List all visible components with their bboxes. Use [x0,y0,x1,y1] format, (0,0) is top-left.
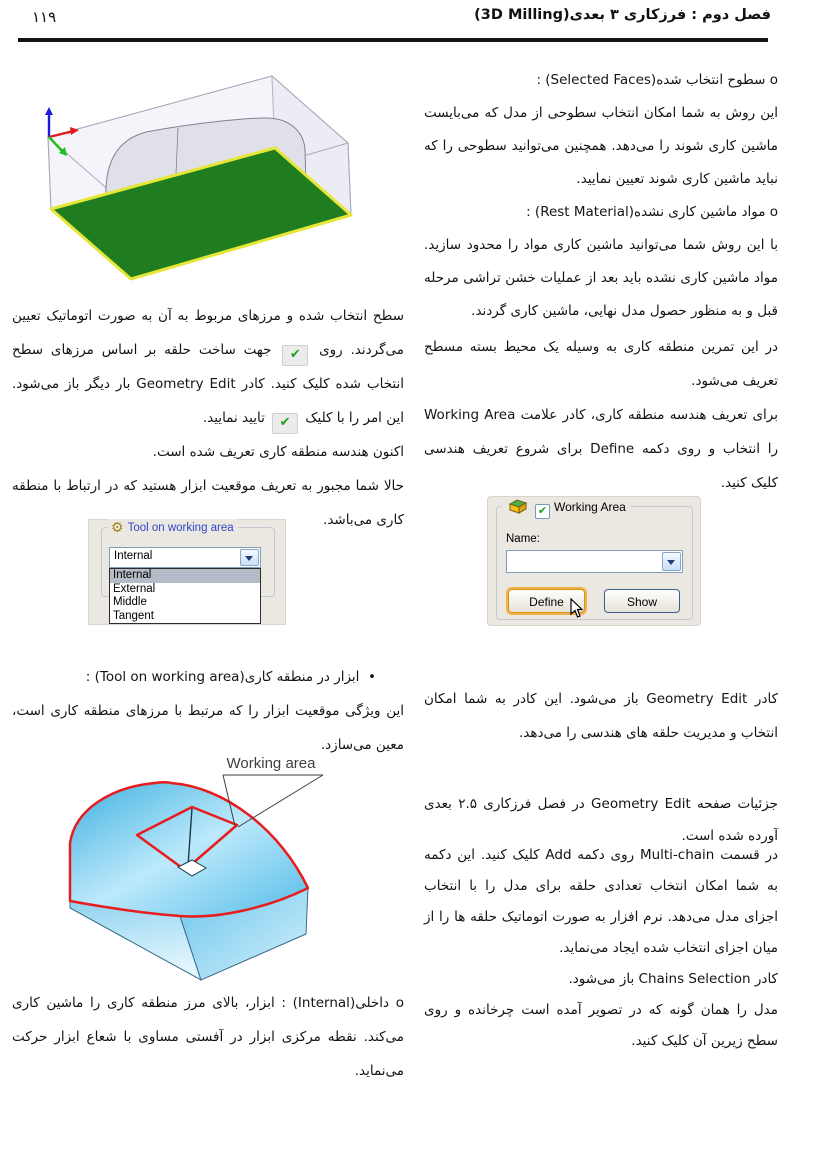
geometry-box-icon [507,498,529,515]
option-middle[interactable]: Middle [113,596,147,608]
paragraph: این ویژگی موقعیت ابزار را که مرتبط با مرزهای منطقه کاری است، معین می‌سازد. [12,703,404,753]
mouse-cursor-icon [570,598,584,618]
section-heading: o مواد ماشین کاری نشده(Rest Material) : [526,204,778,220]
tool-on-working-area-panel [88,519,286,625]
page-number: ۱۱۹ [32,8,57,26]
define-button[interactable]: Define [508,589,585,613]
name-label: Name: [506,533,540,545]
paragraph: با این روش شما می‌توانید ماشین کاری مواد را محدود سازید. مواد ماشین کاری نشده باید بعد از عملیات خشن تراشی مرحله قبل و به منظور حصول مدل نهایی، ماشین کاری گردند. [424,237,778,319]
paragraph: برای تعریف هندسه منطقه کاری، کادر علامت Working Area را انتخاب و روی دکمه Define برای شروع تعریف هندسی کلیک کنید. [424,407,779,491]
working-area-figure-label: Working area [226,755,316,772]
working-area-name-select[interactable] [506,550,683,573]
section-heading: o سطوح انتخاب شده(Selected Faces) : [536,72,778,88]
paragraph: این روش به شما امکان انتخاب سطوحی از مدل که می‌بایست ماشین کاری شوند را می‌دهد. همچنین می‌توانید سطوحی را که نباید ماشین کاری شوند تعیین نمایید. [424,105,778,187]
option-internal[interactable]: Internal [110,569,260,583]
paragraph: در قسمت Multi-chain روی دکمه Add کلیک کنید. این دکمه به شما امکان انتخاب تعدادی حلقه برای مدل را با انتخاب اجزای مدل می‌دهد. نرم افزار به صورت اتوماتیک حلقه ها را از میان اجزای انتخاب شده ایجاد می‌نماید. [424,847,779,956]
show-button[interactable]: Show [604,589,680,613]
working-area-checkbox[interactable]: ✔ [535,504,550,519]
combo-arrow-icon[interactable] [240,549,259,566]
cad-selected-face-figure [18,62,366,300]
cad-model-image [18,62,366,300]
bullet-heading: • ابزار در منطقه کاری(Tool on working area) : [85,669,376,685]
paragraph: سطح انتخاب شده و مرزهای مربوط به آن به صورت اتوماتیک تعیین می‌گردند. روی ✔ جهت ساخت حلقه بر اساس مرزهای سطح انتخاب شده کلیک کنید. کادر Geometry Edit بار دیگر باز می‌شود. این امر را با کلیک ✔ تایید نمایید. [12,299,404,435]
paragraph: جزئیات صفحه Geometry Edit در فصل فرزکاری ۲.۵ بعدی آورده شده است. [424,796,779,844]
paragraph: کادر Chains Selection باز می‌شود. [568,971,778,987]
right-text-block-1 [424,64,778,328]
paragraph: o داخلی(Internal) : ابزار، بالای مرز منطقه کاری را ماشین کاری می‌کند. نقطه مرکزی ابزار در آفستی مساوی با شعاع ابزار حرکت می‌نماید. [12,995,404,1079]
right-text-block-2 [424,330,778,500]
left-text-block-3 [12,986,404,1088]
option-tangent[interactable]: Tangent [113,609,154,622]
tool-panel-title: Tool on working area [127,522,234,534]
confirm-check-icon[interactable]: ✔ [272,413,298,434]
right-text-block-3 [424,682,778,750]
working-area-model-figure [35,755,375,988]
working-area-dialog [487,496,701,626]
chapter-title: فصل دوم : فرزکاری ۳ بعدی(3D Milling) [474,7,771,23]
tool-position-droplist [109,568,261,624]
combo-arrow-icon[interactable] [662,552,681,571]
left-text-block-2 [12,660,404,762]
paragraph: حالا شما مجبور به تعریف موقعیت ابزار هستید که در ارتباط با منطقه کاری می‌باشد. [12,478,404,528]
header-rule [18,38,768,42]
paragraph: مدل را همان گونه که در تصویر آمده است چرخانده و روی سطح زیرین آن کلیک کنید. [424,1002,778,1049]
paragraph: کادر Geometry Edit باز می‌شود. این کادر به شما امکان انتخاب و مدیریت حلقه های هندسی را می‌دهد. [424,691,779,741]
tool-position-select[interactable]: Internal [109,547,261,568]
right-text-block-5 [424,840,778,1057]
left-text-block-1 [12,299,404,537]
accept-check-icon[interactable]: ✔ [282,345,308,366]
paragraph: اکنون هندسه منطقه کاری تعریف شده است. [152,444,404,460]
working-area-model-image [35,755,375,988]
gear-icon: ⚙ [111,519,124,535]
option-external[interactable]: External [113,582,156,595]
working-area-title: Working Area [554,500,626,514]
paragraph: در این تمرین منطقه کاری به وسیله یک محیط بسته مسطح تعریف می‌شود. [424,339,778,389]
